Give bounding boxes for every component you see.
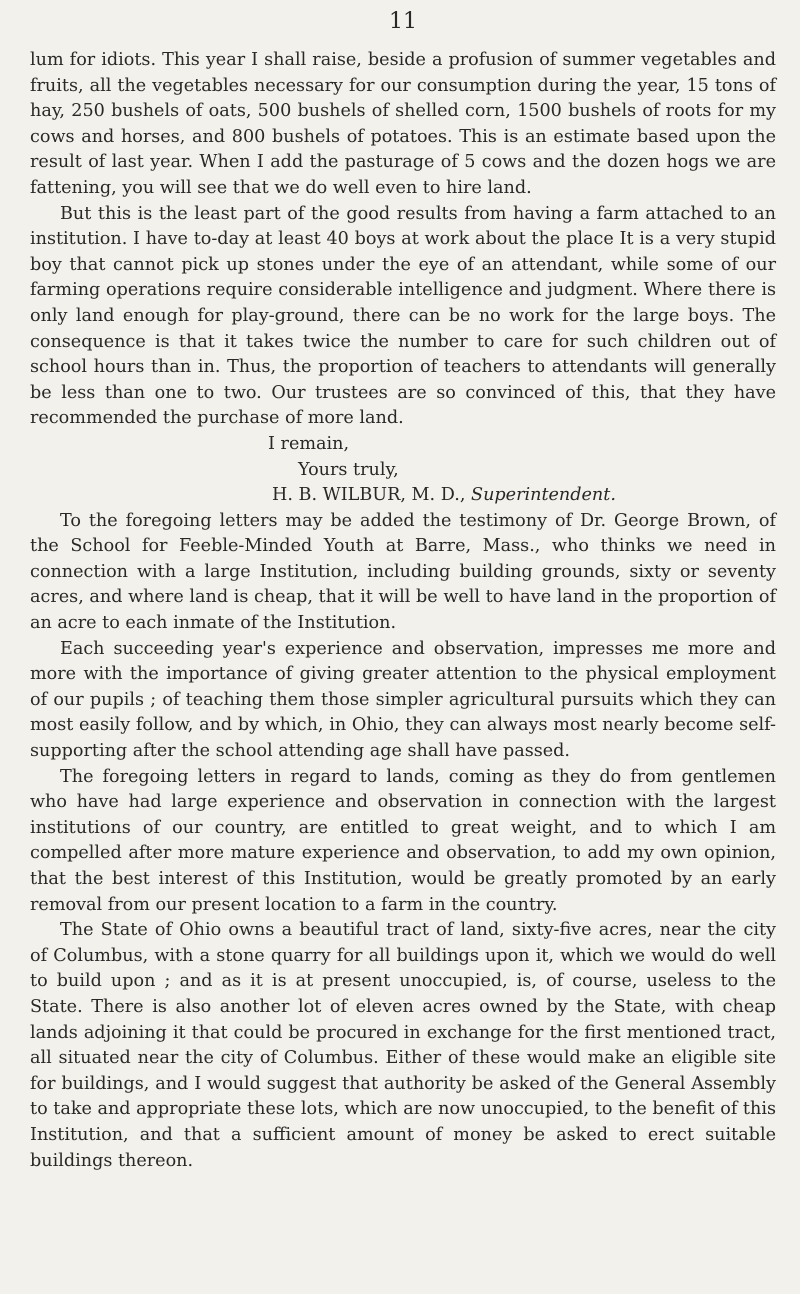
closing-yours: Yours truly, <box>298 459 399 480</box>
paragraph-farm-results: But this is the least part of the good results from having a farm attached to an institution. I have to-day at least 40 boys at work about the place It is a very stupid boy that cannot pick up stones under the eye of an attendant, while some of our farming operations require considerable intelligence and judgment. Where there is only land enough for play-ground, there can be no work for the large boys. The consequence is that it takes twice the number to care for such children out of school hours than in. Thus, the proportion of teachers to attendants will generally be less than one to two. Our trustees are so convinced of this, that they have recommended the purchase of more land. <box>30 203 776 429</box>
paragraph-foregoing-letters: The foregoing letters in regard to lands, coming as they do from gentlemen who have had large experience and observation in connection with the largest institutions of our country, are entitled to great weight, and to which I am compelled after more mature experience and observation, to add my own opinion, that the best interest of this Institution, would be greatly promoted by an early removal from our present location to a farm in the country. <box>30 766 776 915</box>
signature-title: Superintendent. <box>471 485 616 506</box>
paragraph-experience: Each succeeding year's experience and observation, impresses me more and more with the importance of giving greater attention to the physical employment of our pupils ; of teaching them those simpler agricultural pursuits which they can most easily follow, and by which, in Ohio, they can always most nearly become self-supporting after the school attending age shall have passed. <box>30 638 776 762</box>
closing-remain: I remain, <box>268 433 350 454</box>
letter-closing <box>30 432 776 509</box>
paragraph-state-land: The State of Ohio owns a beautiful tract of land, sixty-five acres, near the city of Columbus, with a stone quarry for all buildings upon it, which we would do well to build upon ; and as it is at present unoccupied, is, of course, useless to the State. There is also another lot of eleven acres owned by the State, with cheap lands adjoining it that could be procured in exchange for the first mentioned tract, all situated near the city of Columbus. Either of these would make an eligible site for buildings, and I would suggest that authority be asked of the General Assembly to take and appropriate these lots, which are now unoccupied, to the benefit of this Institution, and that a sufficient amount of money be asked to erect suitable buildings thereon. <box>30 920 776 1171</box>
signature-name: H. B. WILBUR, M. D., <box>272 485 466 506</box>
signature-line <box>30 483 776 509</box>
paragraph-dr-brown: To the foregoing letters may be added the testimony of Dr. George Brown, of the School for Feeble-Minded Youth at Barre, Mass., who thinks we need in connection with a large Institution, including building grounds, sixty or seventy acres, and where land is cheap, that it will be well to have land in the proportion of an acre to each inmate of the Institution. <box>30 510 776 634</box>
paragraph-continuation: lum for idiots. This year I shall raise, beside a profusion of summer vegetables and fruits, all the vegetables necessary for our consumption during the year, 15 tons of hay, 250 bushels of oats, 500 bushels of shelled corn, 1500 bushels of roots for my cows and horses, and 800 bushels of potatoes. This is an estimate based upon the result of last year. When I add the pasturage of 5 cows and the dozen hogs we are fattening, you will see that we do well even to hire land. <box>30 50 776 198</box>
page-number: 11 <box>389 9 417 34</box>
